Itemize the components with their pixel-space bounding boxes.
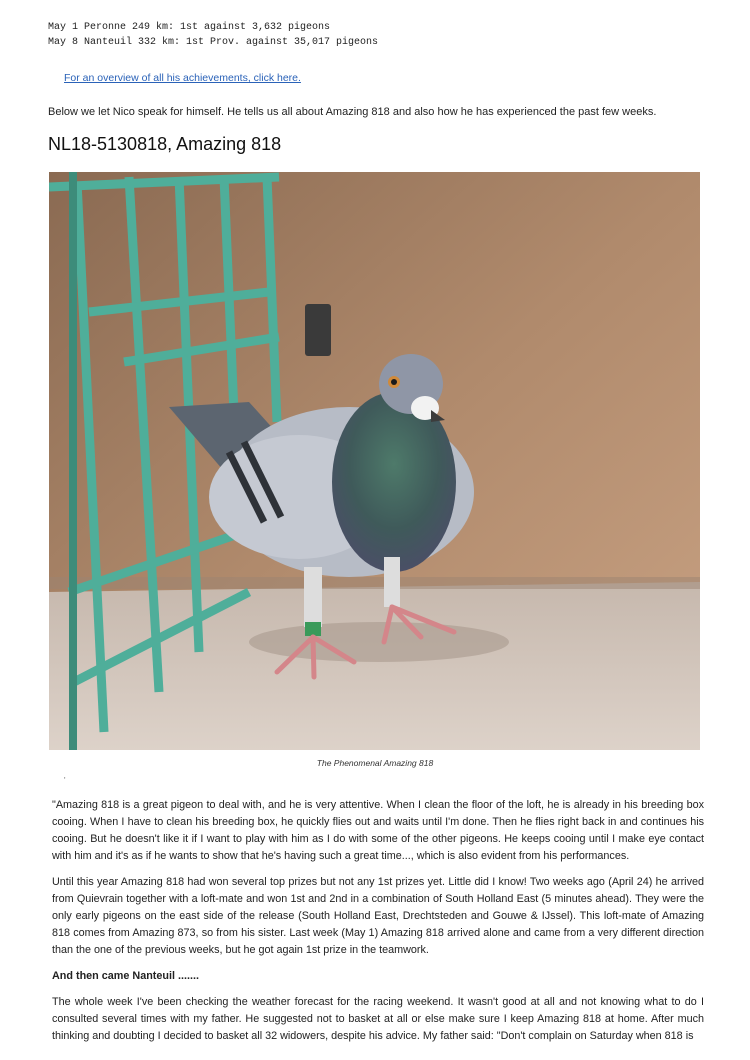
paragraph: Until this year Amazing 818 had won several top prizes but not any 1st prizes yet. Little did I know! Two weeks ago (April 24) he arrived from Quievrain together with a loft-mate and won 1st and 2nd in a combination of South Holland East (5 minutes ahead). They were the only early pigeons on the east side of the release (South Holland East, Drechtsteden and Gouwe & IJssel). This loft-mate of Amazing 818 comes from Amazing 873, so from his sister. Last week (May 1) Amazing 818 arrived alone and came from a very different direction than the one of the previous weeks, but he got again 1st prize in the teamwork. [52,876,704,956]
paragraph: "Amazing 818 is a great pigeon to deal with, and he is very attentive. When I clean the floor of the loft, he is already in his breeding box cooing. When I have to clean his breeding box, he quickly flies out and waits until I'm done. Then he flies right back in and continues his cooing. But he doesn't like it if I want to play with him as I do with some of the other pigeons. He keeps cooing until I make eye contact with him and it's as if he wants to show that he's having such a great time..., which is also evident from his performances. [52,799,704,862]
race-results [48,20,378,50]
pigeon-title: NL18-5130818, Amazing 818 [48,134,282,154]
pigeon-photo-illustration [49,172,700,750]
article-body [52,797,704,1054]
achievements-link[interactable]: For an overview of all his achievements, click here. [64,72,301,84]
intro-text: Below we let Nico speak for himself. He tells us all about Amazing 818 and also how he has experienced the past few weeks. [48,106,657,118]
photo-caption: The Phenomenal Amazing 818 [316,758,434,768]
subheading: And then came Nanteuil ....... [52,970,199,982]
pigeon-photo [49,172,700,750]
stray-mark: ' [64,776,66,785]
paragraph: The whole week I've been checking the weather forecast for the racing weekend. It wasn't good at all and not knowing what to do I consulted several times with my father. He suggested not to basket at all or else make sure I keep Amazing 818 at home. After much thinking and doubting I decided to basket all 32 widowers, despite his advice. My father said: "Don't complain on Saturday when 818 is [52,996,704,1042]
result-line: May 1 Peronne 249 km: 1st against 3,632 pigeons [48,22,331,33]
result-line: May 8 Nanteuil 332 km: 1st Prov. against 35,017 pigeons [48,37,379,48]
